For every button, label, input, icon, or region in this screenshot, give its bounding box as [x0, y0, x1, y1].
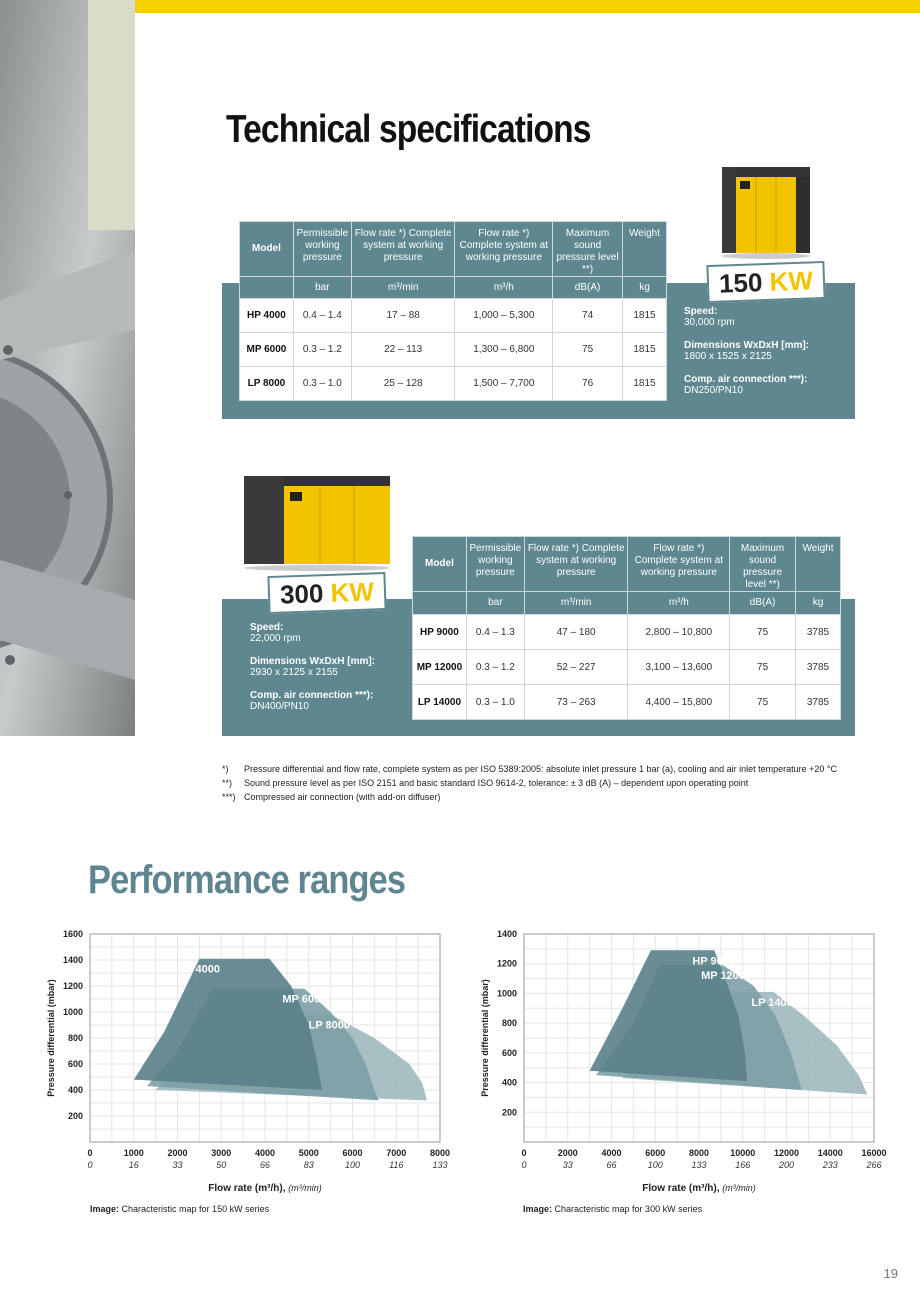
x2-tick-label: 16	[128, 1160, 139, 1170]
x-tick-label: 7000	[386, 1148, 407, 1158]
connection-value: DN250/PN10	[684, 385, 743, 396]
table-row: MP 12000 0.3 – 1.2 52 – 227 3,100 – 13,600 75 3785	[413, 650, 841, 685]
x-tick-label: 5000	[298, 1148, 319, 1158]
caption-150: Image: Characteristic map for 150 kW series	[90, 1204, 270, 1214]
y-tick-label: 1600	[62, 929, 83, 939]
compressor-300-image	[244, 476, 390, 577]
series-label: LP 14000	[751, 996, 799, 1009]
series-area-hp-4000	[134, 959, 322, 1090]
spec-table-150	[239, 221, 667, 401]
x2-tick-label: 83	[303, 1160, 314, 1170]
y-tick-label: 600	[501, 1047, 517, 1058]
table-row: HP 9000 0.4 – 1.3 47 – 180 2,800 – 10,800 75 3785	[413, 615, 841, 650]
x2-tick-label: 0	[87, 1160, 93, 1170]
col-weight: Weight	[796, 537, 841, 592]
col-weight: Weight	[623, 222, 667, 277]
x2-tick-label: 100	[344, 1160, 361, 1170]
series-label: MP 6000	[282, 993, 327, 1006]
x-tick-label: 14000	[817, 1148, 843, 1158]
table-row: HP 4000 0.4 – 1.4 17 – 88 1,000 – 5,300 74 1815	[240, 299, 667, 333]
x2-tick-label: 0	[521, 1160, 527, 1170]
footnotes	[222, 762, 837, 804]
footnote: **) Sound pressure level as per ISO 2151 and basic standard ISO 9614-2, tolerance: ± 3 dB (A) – dependent upon operating point	[222, 778, 749, 788]
col-model: Model	[240, 222, 294, 277]
unit-bar: bar	[293, 277, 351, 299]
col-flow-min: Flow rate *) Complete system at working pressure	[351, 222, 455, 277]
y-tick-label: 400	[67, 1085, 83, 1095]
y-tick-label: 800	[501, 1018, 517, 1029]
connection-label: Comp. air connection ***):	[684, 374, 808, 385]
y-tick-label: 1000	[62, 1007, 83, 1017]
speed-label: Speed:	[250, 622, 284, 633]
col-flow-min: Flow rate *) Complete system at working pressure	[524, 537, 628, 592]
caption-300: Image: Characteristic map for 300 kW series	[523, 1204, 703, 1214]
unit-kg: kg	[796, 592, 841, 615]
x2-tick-label: 33	[172, 1160, 183, 1170]
x-axis-label: Flow rate (m³/h), (m³/min)	[208, 1183, 322, 1194]
series-label: HP 9000	[692, 955, 735, 968]
performance-title: Performance ranges	[88, 858, 406, 902]
y-tick-label: 200	[67, 1111, 83, 1121]
col-model: Model	[413, 537, 467, 592]
x-tick-label: 3000	[211, 1148, 232, 1158]
x2-tick-label: 133	[691, 1160, 707, 1170]
col-sound: Maximum sound pressure level **)	[553, 222, 623, 277]
y-tick-label: 1400	[62, 955, 83, 965]
page-title: Technical specifications	[226, 108, 591, 151]
table-row: LP 14000 0.3 – 1.0 73 – 263 4,400 – 15,800 75 3785	[413, 685, 841, 720]
x-tick-label: 16000	[861, 1148, 887, 1158]
x-tick-label: 6000	[645, 1148, 666, 1158]
y-tick-label: 1200	[496, 958, 517, 969]
col-flow-h: Flow rate *) Complete system at working pressure	[628, 537, 730, 592]
speed-label: Speed:	[684, 306, 718, 317]
x2-tick-label: 50	[216, 1160, 227, 1170]
x-tick-label: 4000	[254, 1148, 276, 1158]
x2-tick-label: 66	[606, 1160, 617, 1170]
unit-bar: bar	[466, 592, 524, 615]
x-tick-label: 8000	[688, 1148, 710, 1158]
connection-value: DN400/PN10	[250, 701, 309, 712]
unit-m3min: m³/min	[524, 592, 628, 615]
spec-table-300	[412, 536, 841, 720]
dimensions-value: 2930 x 2125 x 2155	[250, 667, 338, 678]
x-tick-label: 8000	[429, 1148, 451, 1158]
unit-dba: dB(A)	[730, 592, 796, 615]
col-flow-h: Flow rate *) Complete system at working pressure	[455, 222, 553, 277]
footnote: *) Pressure differential and flow rate, complete system as per ISO 5389:2005: absolute inlet pressure 1 bar (a), cooling and air inlet temperature +20 °C	[222, 764, 838, 774]
x-tick-label: 0	[87, 1148, 93, 1158]
speed-value: 30,000 rpm	[684, 317, 735, 328]
y-axis-label: Pressure differential (mbar)	[480, 979, 490, 1097]
y-axis-label: Pressure differential (mbar)	[46, 979, 56, 1097]
y-tick-label: 200	[501, 1107, 517, 1118]
unit-dba: dB(A)	[553, 277, 623, 299]
x2-tick-label: 33	[562, 1160, 573, 1170]
x2-tick-label: 200	[778, 1160, 795, 1170]
col-sound: Maximum sound pressure level **)	[730, 537, 796, 592]
badge-150kw: 150 KW	[706, 261, 825, 303]
x-tick-label: 4000	[601, 1148, 622, 1158]
y-tick-label: 1400	[496, 929, 517, 939]
unit-kg: kg	[623, 277, 667, 299]
table-row: LP 8000 0.3 – 1.0 25 – 128 1,500 – 7,700 76 1815	[240, 367, 667, 401]
x-tick-label: 2000	[167, 1148, 188, 1158]
x2-tick-label: 266	[866, 1160, 882, 1170]
x2-tick-label: 166	[735, 1160, 751, 1170]
x2-tick-label: 116	[389, 1160, 404, 1170]
col-pressure: Permissible working pressure	[466, 537, 524, 592]
x2-tick-label: 66	[259, 1160, 271, 1170]
col-pressure: Permissible working pressure	[293, 222, 351, 277]
footnote: ***) Compressed air connection (with add-on diffuser)	[222, 792, 441, 802]
unit-m3h: m³/h	[628, 592, 730, 615]
x-tick-label: 10000	[730, 1148, 756, 1158]
y-tick-label: 1000	[496, 988, 517, 999]
chart-150kw	[40, 925, 460, 1200]
chart-300kw	[474, 925, 894, 1200]
x-tick-label: 2000	[557, 1148, 578, 1158]
series-label: LP 8000	[308, 1019, 351, 1032]
x-tick-label: 12000	[773, 1148, 800, 1158]
x-axis-label: Flow rate (m³/h), (m³/min)	[642, 1183, 756, 1194]
connection-label: Comp. air connection ***):	[250, 690, 374, 701]
series-label: MP 12000	[701, 970, 752, 983]
unit-m3min: m³/min	[351, 277, 455, 299]
dimensions-label: Dimensions WxDxH [mm]:	[684, 340, 810, 351]
compressor-fan-photo	[0, 0, 135, 736]
x2-tick-label: 100	[647, 1160, 663, 1170]
x-tick-label: 0	[521, 1148, 527, 1158]
x-tick-label: 6000	[342, 1148, 363, 1158]
x2-tick-label: 133	[432, 1160, 448, 1170]
specs-150-info	[684, 306, 809, 408]
table-row: MP 6000 0.3 – 1.2 22 – 113 1,300 – 6,800 75 1815	[240, 333, 667, 367]
y-tick-label: 400	[501, 1077, 517, 1088]
x-tick-label: 1000	[123, 1148, 144, 1158]
dimensions-label: Dimensions WxDxH [mm]:	[250, 656, 376, 667]
y-tick-label: 600	[67, 1059, 83, 1069]
compressor-150-image	[722, 167, 810, 264]
specs-300-info	[250, 622, 375, 724]
unit-m3h: m³/h	[455, 277, 553, 299]
y-tick-label: 1200	[62, 981, 83, 991]
badge-300kw: 300 KW	[267, 572, 386, 614]
dimensions-value: 1800 x 1525 x 2125	[684, 351, 772, 362]
page-number: 19	[883, 1266, 898, 1281]
x2-tick-label: 233	[822, 1160, 838, 1170]
y-tick-label: 800	[67, 1033, 83, 1043]
series-label: HP 4000	[177, 963, 220, 976]
speed-value: 22,000 rpm	[250, 633, 301, 644]
header-accent-bar	[135, 0, 920, 13]
